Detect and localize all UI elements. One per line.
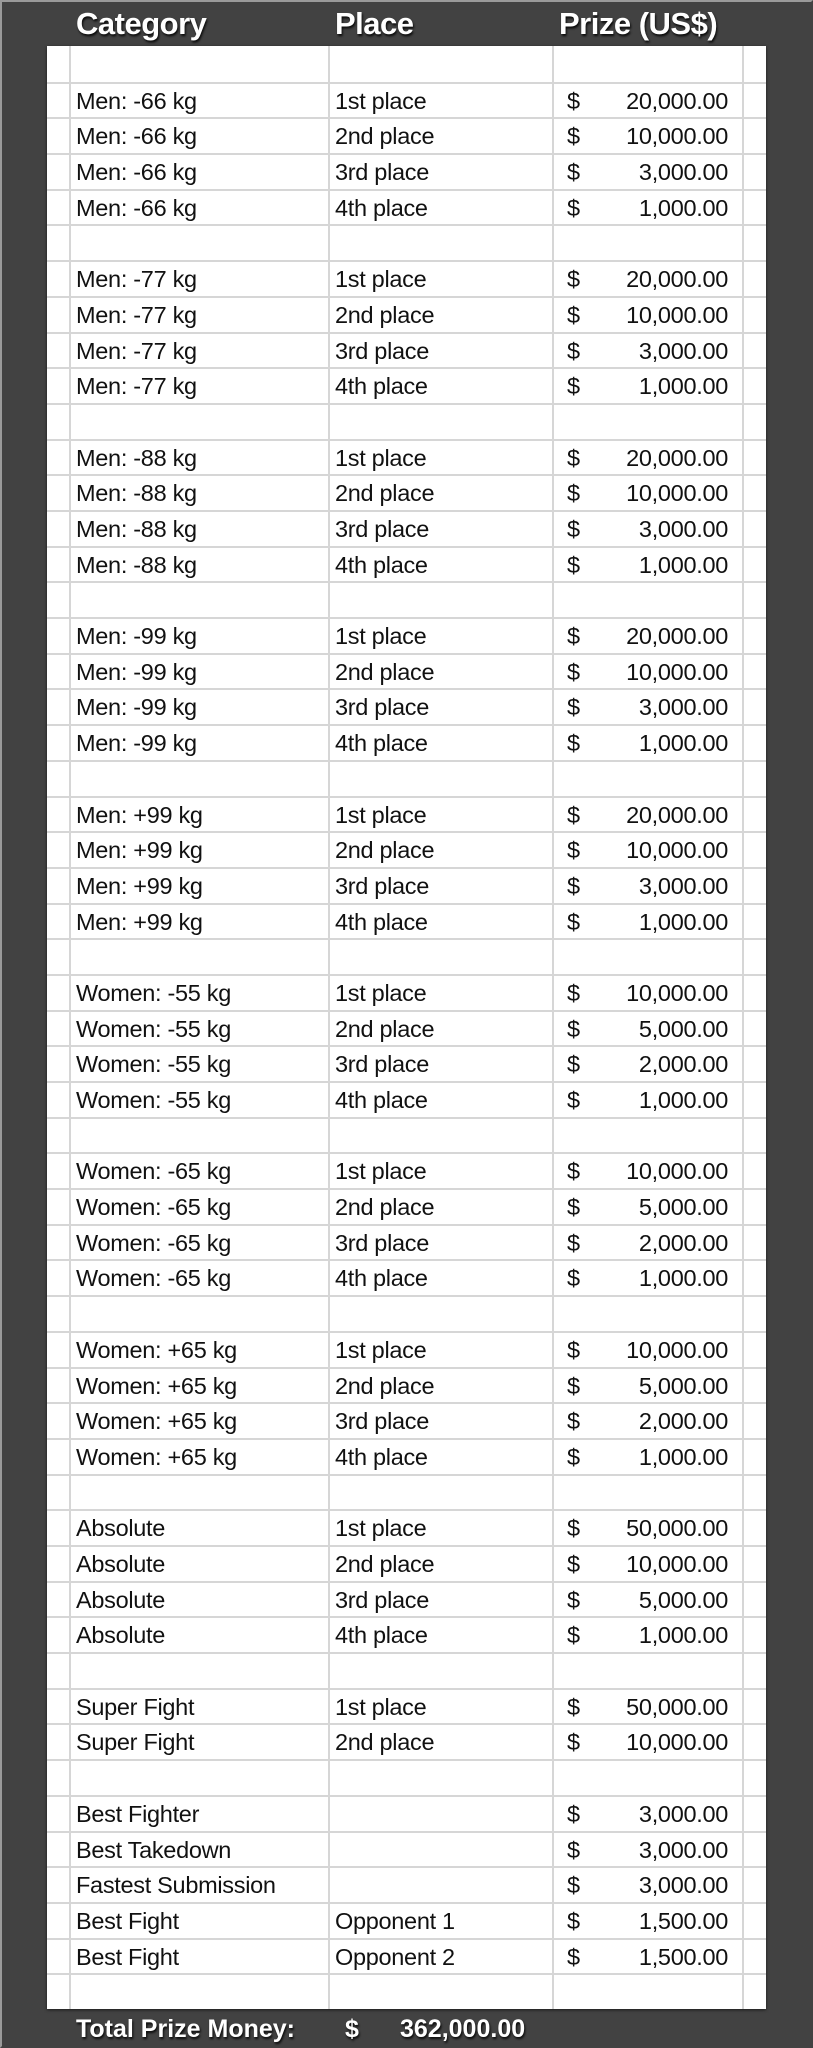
table-row	[47, 1938, 766, 1974]
table-row	[47, 367, 766, 403]
cell-category: Women: +65 kg	[76, 1408, 237, 1435]
cell-currency: $	[567, 1051, 580, 1078]
cell-amount: 2,000.00	[638, 1229, 728, 1256]
cell-currency: $	[567, 1265, 580, 1292]
cell-currency: $	[567, 1408, 580, 1435]
table-row-spacer	[47, 760, 766, 796]
cell-amount: 1,000.00	[638, 1443, 728, 1470]
cell-category: Men: +99 kg	[76, 837, 203, 864]
cell-category: Women: -55 kg	[76, 1087, 232, 1114]
table-row	[47, 260, 766, 296]
table-row	[47, 332, 766, 368]
cell-place: 1st place	[335, 1336, 427, 1363]
cell-category: Men: -99 kg	[76, 694, 197, 721]
cell-place: 1st place	[335, 1515, 427, 1542]
total-amount: 362,000.00	[400, 2015, 526, 2043]
table-row-spacer	[47, 1474, 766, 1510]
cell-amount: 20,000.00	[626, 87, 728, 114]
cell-currency: $	[567, 1087, 580, 1114]
cell-amount: 1,500.00	[638, 1943, 728, 1970]
cell-place: 3rd place	[335, 515, 429, 542]
cell-category: Men: +99 kg	[76, 801, 203, 828]
cell-category: Men: -77 kg	[76, 266, 197, 293]
cell-category: Men: -77 kg	[76, 373, 197, 400]
cell-category: Super Fight	[76, 1693, 195, 1720]
cell-currency: $	[567, 480, 580, 507]
cell-category: Fastest Submission	[76, 1872, 276, 1899]
cell-currency: $	[567, 658, 580, 685]
cell-currency: $	[567, 444, 580, 471]
cell-category: Men: -66 kg	[76, 87, 197, 114]
cell-amount: 10,000.00	[626, 658, 728, 685]
table-row	[47, 439, 766, 475]
cell-category: Best Fight	[76, 1907, 179, 1934]
cell-place: 2nd place	[335, 1372, 435, 1399]
cell-place: 4th place	[335, 1265, 428, 1292]
table-row	[47, 724, 766, 760]
cell-currency: $	[567, 1693, 580, 1720]
cell-amount: 1,000.00	[638, 551, 728, 578]
cell-currency: $	[567, 1372, 580, 1399]
cell-amount: 5,000.00	[638, 1372, 728, 1399]
cell-amount: 1,000.00	[638, 1087, 728, 1114]
cell-currency: $	[567, 515, 580, 542]
header-place: Place	[335, 6, 414, 41]
cell-amount: 20,000.00	[626, 266, 728, 293]
table-row	[47, 1045, 766, 1081]
cell-place: 4th place	[335, 373, 428, 400]
cell-category: Women: -55 kg	[76, 979, 232, 1006]
table-row	[47, 1010, 766, 1046]
table-row	[47, 474, 766, 510]
cell-amount: 10,000.00	[626, 1729, 728, 1756]
cell-place: 1st place	[335, 266, 427, 293]
cell-amount: 3,000.00	[638, 694, 728, 721]
header-prize: Prize (US$)	[559, 6, 718, 41]
total-label: Total Prize Money:	[76, 2015, 296, 2043]
cell-category: Absolute	[76, 1586, 166, 1613]
table-row	[47, 617, 766, 653]
cell-amount: 3,000.00	[638, 337, 728, 364]
table-row	[47, 688, 766, 724]
cell-currency: $	[567, 694, 580, 721]
cell-place: 1st place	[335, 1158, 427, 1185]
cell-category: Men: -99 kg	[76, 658, 197, 685]
table-row	[47, 974, 766, 1010]
cell-category: Absolute	[76, 1622, 166, 1649]
cell-category: Men: -88 kg	[76, 444, 197, 471]
table-row	[47, 1545, 766, 1581]
prize-table	[47, 46, 766, 2009]
cell-place: 4th place	[335, 551, 428, 578]
cell-amount: 2,000.00	[638, 1051, 728, 1078]
cell-amount: 10,000.00	[626, 1551, 728, 1578]
table-row-spacer	[47, 581, 766, 617]
cell-category: Women: -55 kg	[76, 1051, 232, 1078]
cell-place: 3rd place	[335, 694, 429, 721]
cell-currency: $	[567, 1229, 580, 1256]
cell-amount: 1,000.00	[638, 194, 728, 221]
cell-place: Opponent 1	[335, 1907, 455, 1934]
cell-amount: 1,500.00	[638, 1907, 728, 1934]
cell-place: 4th place	[335, 908, 428, 935]
cell-amount: 1,000.00	[638, 373, 728, 400]
cell-place: 4th place	[335, 194, 428, 221]
cell-amount: 1,000.00	[638, 908, 728, 935]
cell-currency: $	[567, 1872, 580, 1899]
table-row	[47, 296, 766, 332]
cell-currency: $	[567, 623, 580, 650]
cell-place: Opponent 2	[335, 1943, 455, 1970]
cell-category: Men: +99 kg	[76, 872, 203, 899]
cell-place: 1st place	[335, 1693, 427, 1720]
cell-currency: $	[567, 1158, 580, 1185]
cell-place: 4th place	[335, 1443, 428, 1470]
cell-amount: 1,000.00	[638, 1265, 728, 1292]
cell-place: 3rd place	[335, 159, 429, 186]
cell-category: Men: -66 kg	[76, 194, 197, 221]
cell-place: 1st place	[335, 979, 427, 1006]
cell-category: Men: -66 kg	[76, 159, 197, 186]
table-row	[47, 903, 766, 939]
cell-amount: 2,000.00	[638, 1408, 728, 1435]
table-row	[47, 796, 766, 832]
cell-currency: $	[567, 1336, 580, 1363]
table-row	[47, 510, 766, 546]
cell-category: Super Fight	[76, 1729, 195, 1756]
table-row	[47, 1152, 766, 1188]
cell-currency: $	[567, 908, 580, 935]
cell-amount: 5,000.00	[638, 1194, 728, 1221]
table-row	[47, 1581, 766, 1617]
table-row	[47, 867, 766, 903]
cell-category: Women: -65 kg	[76, 1158, 232, 1185]
cell-category: Women: -65 kg	[76, 1265, 232, 1292]
table-row	[47, 1259, 766, 1295]
cell-place: 2nd place	[335, 480, 435, 507]
cell-currency: $	[567, 87, 580, 114]
cell-category: Absolute	[76, 1551, 166, 1578]
cell-currency: $	[567, 1015, 580, 1042]
cell-amount: 3,000.00	[638, 159, 728, 186]
cell-place: 2nd place	[335, 1551, 435, 1578]
cell-currency: $	[567, 1515, 580, 1542]
table-row	[47, 1902, 766, 1938]
cell-category: Women: +65 kg	[76, 1336, 237, 1363]
cell-currency: $	[567, 1551, 580, 1578]
cell-amount: 3,000.00	[638, 515, 728, 542]
cell-category: Best Fighter	[76, 1800, 200, 1827]
cell-currency: $	[567, 1836, 580, 1863]
cell-currency: $	[567, 979, 580, 1006]
table-row	[47, 1795, 766, 1831]
cell-amount: 10,000.00	[626, 979, 728, 1006]
cell-currency: $	[567, 337, 580, 364]
cell-currency: $	[567, 123, 580, 150]
cell-place: 3rd place	[335, 1586, 429, 1613]
cell-category: Best Fight	[76, 1943, 179, 1970]
cell-amount: 50,000.00	[626, 1693, 728, 1720]
cell-currency: $	[567, 1443, 580, 1470]
cell-currency: $	[567, 872, 580, 899]
table-row	[47, 1331, 766, 1367]
cell-currency: $	[567, 159, 580, 186]
table-row-spacer	[47, 403, 766, 439]
cell-amount: 10,000.00	[626, 301, 728, 328]
table-row	[47, 546, 766, 582]
table-row	[47, 1224, 766, 1260]
cell-currency: $	[567, 1943, 580, 1970]
table-row-spacer	[47, 224, 766, 260]
cell-place: 2nd place	[335, 1194, 435, 1221]
cell-category: Men: -99 kg	[76, 623, 197, 650]
table-row	[47, 653, 766, 689]
cell-place: 2nd place	[335, 837, 435, 864]
cell-place: 4th place	[335, 730, 428, 757]
cell-amount: 5,000.00	[638, 1015, 728, 1042]
cell-currency: $	[567, 837, 580, 864]
cell-category: Men: -77 kg	[76, 301, 197, 328]
table-row-spacer	[47, 938, 766, 974]
table-row	[47, 82, 766, 118]
cell-place: 2nd place	[335, 1015, 435, 1042]
cell-place: 3rd place	[335, 1051, 429, 1078]
cell-place: 3rd place	[335, 872, 429, 899]
cell-category: Men: -99 kg	[76, 730, 197, 757]
cell-currency: $	[567, 1729, 580, 1756]
cell-category: Women: -55 kg	[76, 1015, 232, 1042]
cell-place: 1st place	[335, 801, 427, 828]
table-row	[47, 153, 766, 189]
cell-category: Men: +99 kg	[76, 908, 203, 935]
cell-place: 4th place	[335, 1622, 428, 1649]
cell-category: Women: +65 kg	[76, 1443, 237, 1470]
cell-currency: $	[567, 1800, 580, 1827]
table-row	[47, 1723, 766, 1759]
cell-amount: 10,000.00	[626, 1158, 728, 1185]
table-row-spacer	[47, 1759, 766, 1795]
cell-currency: $	[567, 801, 580, 828]
cell-amount: 3,000.00	[638, 1872, 728, 1899]
cell-place: 3rd place	[335, 1229, 429, 1256]
cell-amount: 3,000.00	[638, 1800, 728, 1827]
cell-amount: 10,000.00	[626, 837, 728, 864]
cell-category: Women: -65 kg	[76, 1194, 232, 1221]
cell-category: Men: -88 kg	[76, 515, 197, 542]
table-row	[47, 117, 766, 153]
cell-place: 1st place	[335, 444, 427, 471]
table-row	[47, 189, 766, 225]
table-row-spacer	[47, 1652, 766, 1688]
cell-currency: $	[567, 1907, 580, 1934]
table-row	[47, 1616, 766, 1652]
cell-currency: $	[567, 1622, 580, 1649]
cell-category: Men: -88 kg	[76, 480, 197, 507]
cell-category: Women: -65 kg	[76, 1229, 232, 1256]
cell-amount: 10,000.00	[626, 1336, 728, 1363]
cell-amount: 20,000.00	[626, 444, 728, 471]
table-row	[47, 1402, 766, 1438]
cell-amount: 10,000.00	[626, 480, 728, 507]
table-row-spacer	[47, 46, 766, 82]
cell-amount: 1,000.00	[638, 730, 728, 757]
table-row	[47, 831, 766, 867]
table-row	[47, 1831, 766, 1867]
cell-amount: 20,000.00	[626, 623, 728, 650]
cell-currency: $	[567, 551, 580, 578]
cell-place: 2nd place	[335, 658, 435, 685]
cell-amount: 5,000.00	[638, 1586, 728, 1613]
cell-category: Men: -66 kg	[76, 123, 197, 150]
table-row	[47, 1188, 766, 1224]
table-row	[47, 1367, 766, 1403]
table-row	[47, 1081, 766, 1117]
cell-place: 2nd place	[335, 1729, 435, 1756]
total-currency: $	[345, 2015, 359, 2043]
cell-place: 1st place	[335, 623, 427, 650]
table-row-spacer	[47, 1117, 766, 1153]
header-category: Category	[76, 6, 207, 41]
cell-place: 3rd place	[335, 1408, 429, 1435]
table-row	[47, 1509, 766, 1545]
table-row	[47, 1438, 766, 1474]
cell-category: Best Takedown	[76, 1836, 232, 1863]
cell-currency: $	[567, 1194, 580, 1221]
table-row	[47, 1688, 766, 1724]
cell-place: 2nd place	[335, 301, 435, 328]
cell-place: 4th place	[335, 1087, 428, 1114]
cell-category: Men: -77 kg	[76, 337, 197, 364]
table-row-spacer	[47, 1295, 766, 1331]
cell-place: 3rd place	[335, 337, 429, 364]
cell-amount: 10,000.00	[626, 123, 728, 150]
cell-category: Men: -88 kg	[76, 551, 197, 578]
table-row	[47, 1866, 766, 1902]
cell-amount: 3,000.00	[638, 1836, 728, 1863]
cell-currency: $	[567, 194, 580, 221]
cell-amount: 1,000.00	[638, 1622, 728, 1649]
cell-currency: $	[567, 1586, 580, 1613]
cell-place: 1st place	[335, 87, 427, 114]
cell-amount: 50,000.00	[626, 1515, 728, 1542]
cell-place: 2nd place	[335, 123, 435, 150]
cell-category: Women: +65 kg	[76, 1372, 237, 1399]
cell-currency: $	[567, 373, 580, 400]
cell-currency: $	[567, 730, 580, 757]
table-row-spacer	[47, 1973, 766, 2009]
cell-amount: 20,000.00	[626, 801, 728, 828]
cell-amount: 3,000.00	[638, 872, 728, 899]
cell-currency: $	[567, 266, 580, 293]
cell-category: Absolute	[76, 1515, 166, 1542]
cell-currency: $	[567, 301, 580, 328]
